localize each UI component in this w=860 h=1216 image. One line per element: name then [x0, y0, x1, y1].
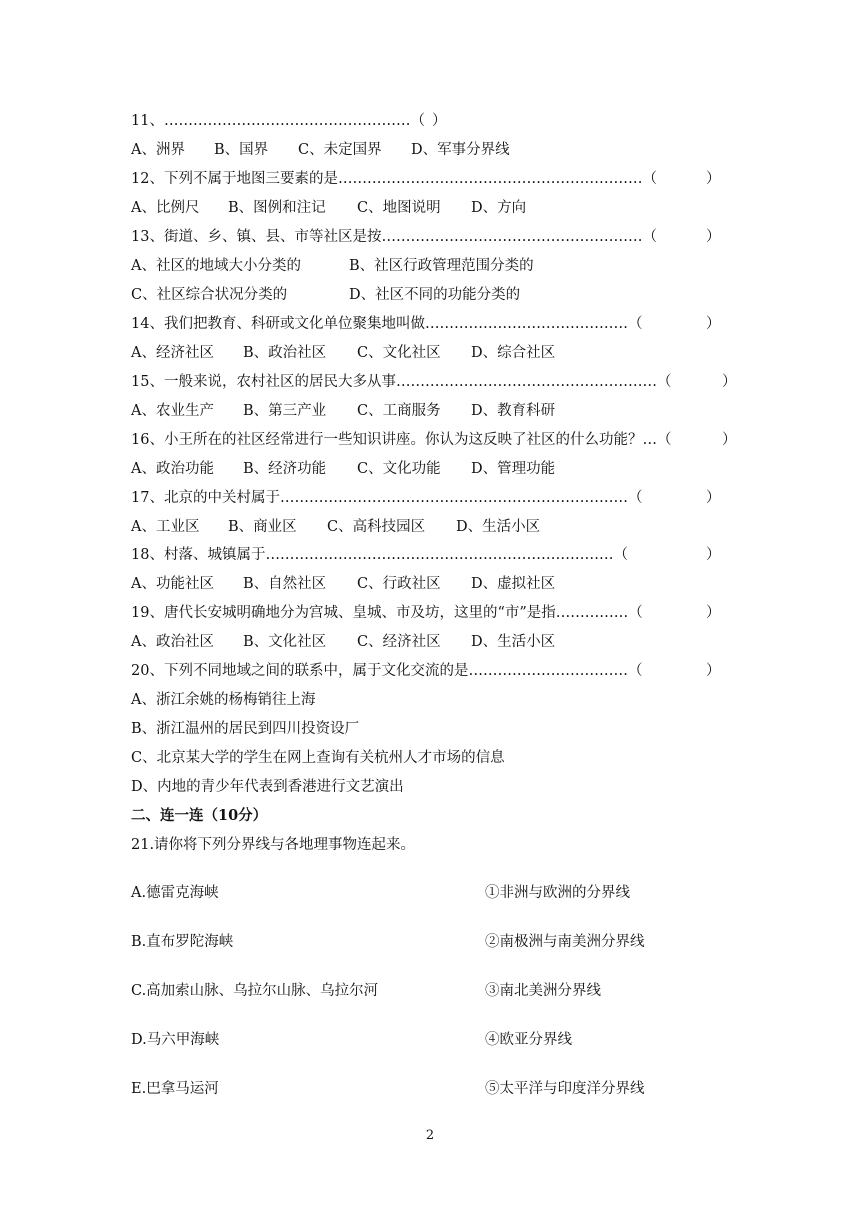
option: C、经济社区: [357, 634, 441, 650]
question-15-stem: 15、一般来说，农村社区的居民大多从事………………………………………………（: [131, 374, 672, 390]
question-11-stem: 11、……………………………………………（: [131, 113, 425, 129]
question-17-stem: 17、北京的中关村属于………………………………………………………………（: [131, 490, 643, 506]
match-right-4: ④欧亚分界线: [485, 1032, 572, 1048]
question-20-option-c: C、北京某大学的学生在网上查询有关杭州人才市场的信息: [131, 750, 505, 766]
option: A、社区的地域大小分类的: [131, 258, 301, 274]
question-16-stem: 16、小王所在的社区经常进行一些知识讲座。你认为这反映了社区的什么功能？…（: [131, 432, 672, 448]
section-2-prompt: 21.请你将下列分界线与各地理事物连起来。: [131, 837, 416, 853]
section-2-title: 二、连一连（10分）: [131, 807, 268, 824]
option: A、政治社区: [131, 634, 214, 650]
option: D、生活小区: [456, 519, 541, 535]
question-17-answer-paren: ）: [706, 490, 721, 506]
match-left-e: E.巴拿马运河: [131, 1081, 219, 1097]
option: D、生活小区: [471, 634, 556, 650]
option: D、综合社区: [471, 345, 556, 361]
option: A、功能社区: [131, 576, 214, 592]
question-16-answer-paren: ）: [722, 432, 737, 448]
option: C、文化社区: [357, 345, 441, 361]
option: A、政治功能: [131, 461, 214, 477]
match-left-a: A.德雷克海峡: [131, 885, 219, 901]
option: A、洲界: [131, 142, 185, 158]
option: C、社区综合状况分类的: [131, 287, 288, 303]
question-20-option-d: D、内地的青少年代表到香港进行文艺演出: [131, 779, 404, 795]
option: B、政治社区: [243, 345, 327, 361]
option: A、工业区: [131, 519, 200, 535]
option: A、比例尺: [131, 200, 200, 216]
option: B、第三产业: [243, 403, 327, 419]
match-right-5: ⑤太平洋与印度洋分界线: [485, 1081, 645, 1097]
question-11-answer-paren: ）: [432, 113, 447, 129]
option: B、图例和注记: [228, 200, 326, 216]
match-right-3: ③南北美洲分界线: [485, 983, 601, 999]
option: C、高科技园区: [327, 519, 426, 535]
match-right-1: ①非洲与欧洲的分界线: [485, 885, 630, 901]
option: D、虚拟社区: [471, 576, 556, 592]
question-14-answer-paren: ）: [706, 316, 721, 332]
question-19-stem: 19、唐代长安城明确地分为宫城、皇城、市及坊，这里的“市”是指……………（: [131, 605, 643, 621]
question-13-stem: 13、街道、乡、镇、县、市等社区是按………………………………………………（: [131, 229, 657, 245]
option: A、农业生产: [131, 403, 214, 419]
match-left-b: B.直布罗陀海峡: [131, 934, 234, 950]
match-right-2: ②南极洲与南美洲分界线: [485, 934, 645, 950]
match-left-d: D.马六甲海峡: [131, 1032, 220, 1048]
page-number: 2: [425, 1128, 435, 1143]
question-14-stem: 14、我们把教育、科研或文化单位聚集地叫做……………………………………（: [131, 316, 643, 332]
option: D、方向: [471, 200, 527, 216]
question-12-stem: 12、下列不属于地图三要素的是………………………………………………………（: [131, 171, 657, 187]
option: B、社区行政管理范围分类的: [349, 258, 534, 274]
question-20-answer-paren: ）: [706, 663, 721, 679]
question-15-answer-paren: ）: [722, 374, 737, 390]
option: C、地图说明: [357, 200, 441, 216]
option: D、管理功能: [471, 461, 556, 477]
option: B、国界: [214, 142, 269, 158]
option: B、商业区: [228, 519, 297, 535]
option: C、工商服务: [357, 403, 441, 419]
option: C、文化功能: [357, 461, 441, 477]
option: C、未定国界: [298, 142, 382, 158]
option: B、经济功能: [243, 461, 327, 477]
question-19-answer-paren: ）: [706, 605, 721, 621]
question-18-stem: 18、村落、城镇属于………………………………………………………………（: [131, 547, 628, 563]
option: D、军事分界线: [411, 142, 510, 158]
question-13-answer-paren: ）: [706, 229, 721, 245]
question-20-stem: 20、下列不同地域之间的联系中，属于文化交流的是……………………………（: [131, 663, 643, 679]
question-20-option-a: A、浙江余姚的杨梅销往上海: [131, 692, 316, 708]
option: A、经济社区: [131, 345, 214, 361]
option: B、自然社区: [243, 576, 327, 592]
match-left-c: C.高加索山脉、乌拉尔山脉、乌拉尔河: [131, 983, 379, 999]
question-18-answer-paren: ）: [706, 547, 721, 563]
option: C、行政社区: [357, 576, 441, 592]
question-12-answer-paren: ）: [706, 171, 721, 187]
option: D、社区不同的功能分类的: [349, 287, 521, 303]
option: D、教育科研: [471, 403, 556, 419]
question-20-option-b: B、浙江温州的居民到四川投资设厂: [131, 721, 360, 737]
option: B、文化社区: [243, 634, 327, 650]
